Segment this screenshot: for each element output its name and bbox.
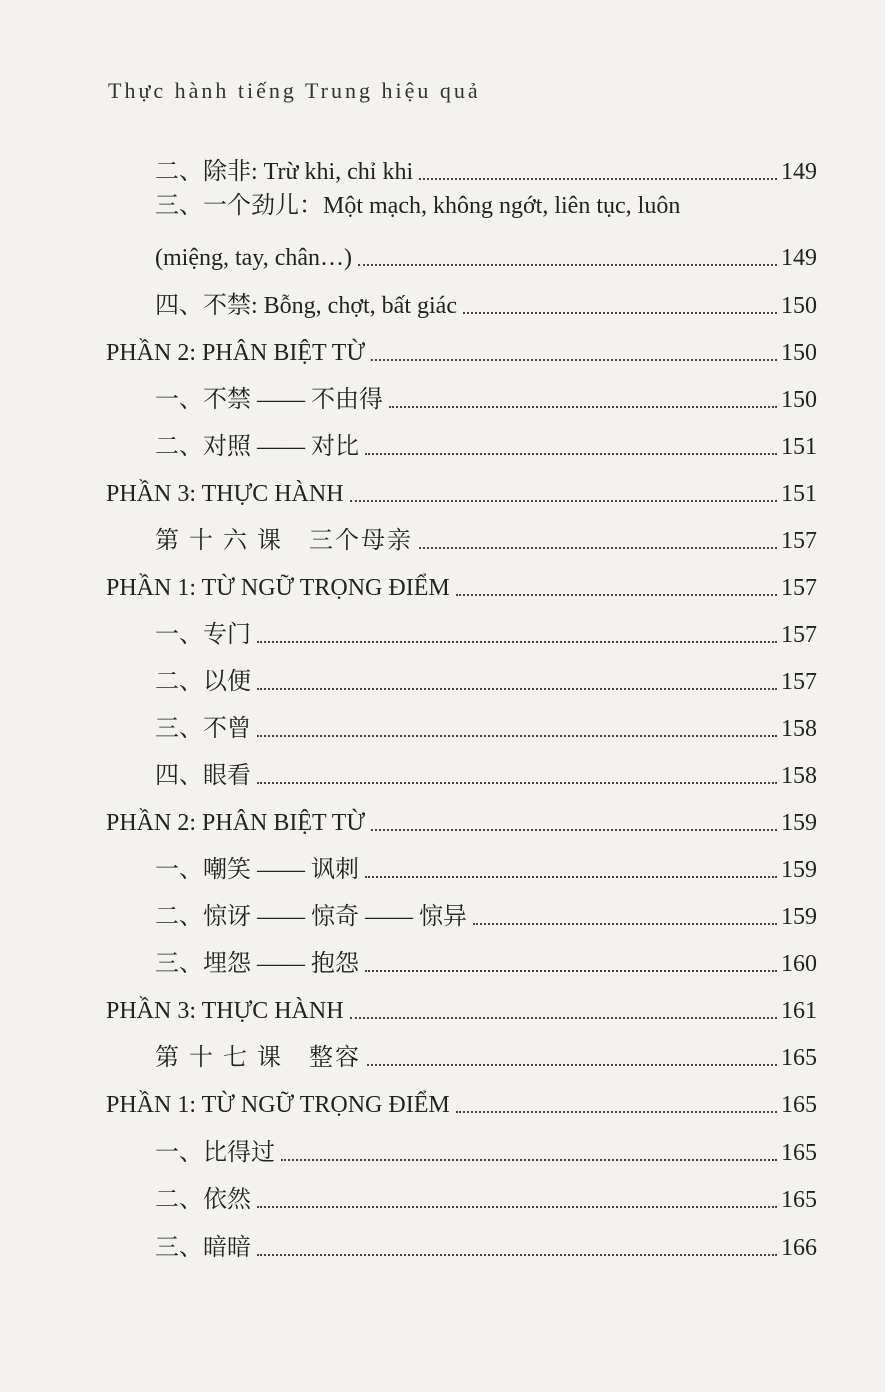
toc-page-number: 160: [781, 951, 817, 977]
toc-entry-title: 二、惊讶 —— 惊奇 —— 惊异: [155, 904, 467, 930]
dot-leader: [371, 829, 777, 831]
toc-page-number: 149: [781, 159, 817, 185]
toc-entry-title: PHẦN 2: PHÂN BIỆT TỪ: [106, 810, 366, 836]
toc-page-number: 157: [781, 528, 817, 554]
toc-page-number: 158: [781, 763, 817, 789]
toc-page-number: 161: [781, 998, 817, 1024]
dot-leader: [456, 1111, 777, 1113]
toc-entry-title: 第 十 六 课 三个母亲: [155, 528, 413, 554]
toc-section-entry: [106, 474, 817, 508]
toc-entry-title: 四、眼看: [155, 763, 251, 789]
dot-leader: [257, 1206, 777, 1208]
dot-leader: [365, 453, 777, 455]
toc-entry: [155, 662, 817, 696]
toc-entry: [155, 238, 817, 272]
dot-leader: [257, 1254, 777, 1256]
toc-entry: [155, 850, 817, 884]
dot-leader: [257, 735, 777, 737]
toc-entry-title: 二、对照 —— 对比: [155, 434, 359, 460]
toc-page-number: 159: [781, 810, 817, 836]
dot-leader: [365, 970, 777, 972]
toc-page-number: 165: [781, 1045, 817, 1071]
dot-leader: [350, 500, 777, 502]
toc-entry-title: 三、埋怨 —— 抱怨: [155, 951, 359, 977]
toc-page-number: 157: [781, 669, 817, 695]
toc-entry-title: 一、不禁 —— 不由得: [155, 387, 383, 413]
toc-entry-title: PHẦN 3: THỰC HÀNH: [106, 998, 344, 1024]
toc-page-number: 159: [781, 904, 817, 930]
toc-page-number: 165: [781, 1187, 817, 1213]
toc-section-entry: [106, 568, 817, 602]
toc-entry: [155, 1180, 817, 1214]
dot-leader: [257, 688, 777, 690]
dot-leader: [463, 312, 777, 314]
toc-entry-title: (miệng, tay, chân…): [155, 245, 353, 271]
toc-entry-title: 二、以便: [155, 669, 251, 695]
toc-lesson-entry: [155, 521, 817, 555]
toc-entry-title: 四、不禁: Bỗng, chợt, bất giác: [155, 293, 457, 319]
dot-leader: [350, 1017, 777, 1019]
toc-page-number: 159: [781, 857, 817, 883]
toc-entry: [155, 1133, 817, 1167]
toc-section-entry: [106, 1085, 817, 1119]
dot-leader: [358, 264, 777, 266]
toc-entry: [155, 1228, 817, 1262]
toc-page-number: 150: [781, 293, 817, 319]
dot-leader: [371, 359, 777, 361]
toc-entry-title: PHẦN 1: TỪ NGỮ TRỌNG ĐIỂM: [106, 1092, 450, 1118]
dot-leader: [257, 782, 777, 784]
dot-leader: [367, 1064, 777, 1066]
toc-entry-title: PHẦN 2: PHÂN BIỆT TỪ: [106, 340, 366, 366]
dot-leader: [257, 641, 777, 643]
toc-entry: [155, 380, 817, 414]
toc-page-number: 151: [781, 481, 817, 507]
dot-leader: [281, 1159, 777, 1161]
toc-entry: [155, 152, 817, 186]
toc-entry-title: 第 十 七 课 整容: [155, 1045, 361, 1071]
toc-entry: [155, 897, 817, 931]
running-header: Thực hành tiếng Trung hiệu quả: [108, 78, 481, 103]
toc-page-number: 151: [781, 434, 817, 460]
toc-page-number: 165: [781, 1140, 817, 1166]
toc-page-number: 166: [781, 1235, 817, 1261]
toc-entry-title: 三、暗暗: [155, 1235, 251, 1261]
toc-entry-title: 一、专门: [155, 622, 251, 648]
toc-page-number: 157: [781, 575, 817, 601]
toc-entry-title: 三、不曾: [155, 716, 251, 742]
toc-page-number: 165: [781, 1092, 817, 1118]
toc-entry-title: PHẦN 3: THỰC HÀNH: [106, 481, 344, 507]
toc-entry: [155, 709, 817, 743]
toc-entry: [155, 427, 817, 461]
dot-leader: [365, 876, 777, 878]
toc-page-number: 150: [781, 340, 817, 366]
toc-section-entry: [106, 333, 817, 367]
toc-entry-title-line1: 三、一个劲儿：Một mạch, không ngớt, liên tục, luôn: [155, 193, 681, 219]
toc-entry-title: PHẦN 1: TỪ NGỮ TRỌNG ĐIỂM: [106, 575, 450, 601]
toc-lesson-entry: [155, 1038, 817, 1072]
toc-entry: [155, 756, 817, 790]
toc-entry: [155, 615, 817, 649]
toc-page-number: 149: [781, 245, 817, 271]
toc-section-entry: [106, 991, 817, 1025]
dot-leader: [389, 406, 777, 408]
toc-page-number: 158: [781, 716, 817, 742]
toc-section-entry: [106, 803, 817, 837]
toc-entry-title: 一、嘲笑 —— 讽刺: [155, 857, 359, 883]
toc-page-number: 150: [781, 387, 817, 413]
dot-leader: [419, 547, 777, 549]
toc-entry-title: 二、除非: Trừ khi, chỉ khi: [155, 159, 414, 185]
toc-entry: [155, 944, 817, 978]
toc-entry-title: 一、比得过: [155, 1140, 275, 1166]
toc-entry-title: 二、依然: [155, 1187, 251, 1213]
dot-leader: [456, 594, 777, 596]
toc-entry: [155, 286, 817, 320]
dot-leader: [473, 923, 777, 925]
toc-page-number: 157: [781, 622, 817, 648]
dot-leader: [419, 178, 777, 180]
